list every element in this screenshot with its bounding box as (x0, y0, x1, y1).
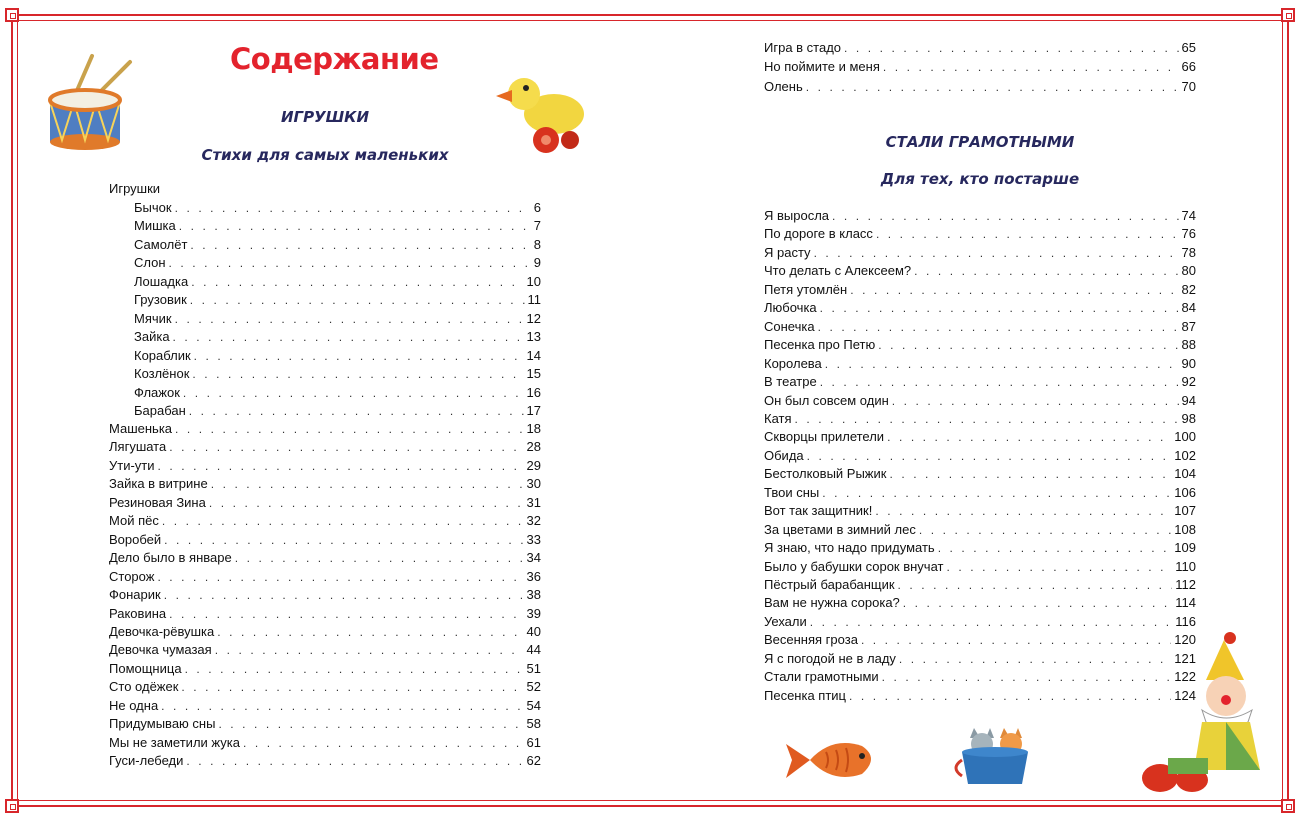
clown-illustration (1140, 630, 1280, 800)
toc-leader-dots (169, 605, 523, 623)
toc-leader-dots (175, 199, 531, 217)
toc-leader-dots (162, 512, 524, 530)
toc-entry-page: 98 (1181, 410, 1196, 426)
toc-entry-page: 104 (1174, 466, 1196, 482)
toc-entry-title: Придумываю сны (109, 716, 216, 732)
toc-entry-title: Пёстрый барабанщик (764, 577, 895, 592)
toc-entry[interactable] (134, 384, 541, 402)
toc-entry[interactable] (764, 281, 1196, 299)
toc-leader-dots (820, 373, 1179, 391)
toc-entry-page: 51 (526, 660, 541, 676)
frame-corner-ornament (1281, 8, 1295, 22)
toc-leader-dots (164, 586, 524, 604)
toc-entry[interactable] (764, 207, 1196, 225)
toc-entry-title: Мы не заметили жука (109, 734, 240, 750)
toc-leader-dots (181, 678, 523, 696)
toc-leader-dots (211, 475, 524, 493)
toc-entry[interactable] (764, 78, 1196, 96)
toc-entry[interactable] (109, 752, 541, 770)
toc-entry-title: Самолёт (134, 236, 188, 252)
toc-entry[interactable] (764, 225, 1196, 243)
toc-leader-dots (179, 217, 531, 235)
toc-entry[interactable] (764, 299, 1196, 317)
toc-entry-page: 66 (1181, 59, 1196, 75)
toc-entry[interactable] (764, 465, 1196, 483)
toc-entry[interactable] (109, 494, 541, 512)
toc-entry-title: Песенка птиц (764, 687, 846, 703)
frame-corner-ornament (5, 8, 19, 22)
toc-leader-dots (217, 623, 523, 641)
toc-entry[interactable] (109, 420, 541, 438)
toc-entry[interactable] (109, 697, 541, 715)
toc-leader-dots (850, 281, 1178, 299)
toc-entry-page: 12 (526, 310, 541, 326)
toc-entry-title: Игра в стадо (764, 40, 842, 55)
page-title: Содержание (230, 42, 439, 76)
toc-entry-page: 87 (1181, 318, 1196, 334)
toc-entry-title: Раковина (109, 605, 167, 621)
toc-entry-page: 107 (1174, 503, 1196, 519)
toc-entry[interactable] (764, 484, 1196, 502)
toc-entry[interactable] (109, 549, 541, 567)
toc-entry[interactable] (764, 687, 1196, 705)
toc-entry-title: Грузовик (134, 292, 187, 308)
toc-entry[interactable] (109, 531, 541, 549)
toc-entry-title: Не одна (109, 697, 159, 713)
toc-entry-title: Ути-ути (109, 457, 155, 473)
toc-entry-title: Девочка чумазая (109, 642, 212, 658)
toc-entry[interactable] (134, 402, 541, 420)
toc-leader-dots (169, 254, 531, 272)
toc-entry-title: Бычок (134, 200, 172, 215)
toc-entry[interactable] (109, 457, 541, 475)
toc-entry-title: Что делать с Алексеем? (764, 263, 912, 279)
toc-entry-page: 6 (533, 200, 541, 215)
toc-leader-dots (190, 291, 525, 309)
toc-entry[interactable] (764, 58, 1196, 76)
toc-entry-page: 39 (526, 605, 541, 621)
toc-leader-dots (215, 641, 524, 659)
toc-leader-dots (832, 207, 1179, 225)
toc-entry-page: 58 (526, 716, 541, 732)
toy-fish-illustration (782, 734, 880, 786)
toc-entry[interactable] (134, 273, 541, 291)
toc-entry-page: 14 (526, 347, 541, 363)
toc-leader-dots (861, 631, 1171, 649)
toc-leader-dots (946, 558, 1172, 576)
toc-entry[interactable] (764, 650, 1196, 668)
toc-entry[interactable] (764, 576, 1196, 594)
toc-entry-page: 76 (1181, 226, 1196, 242)
toc-entry-page: 112 (1175, 577, 1196, 592)
toc-entry-page: 9 (533, 255, 541, 271)
toc-entry[interactable] (109, 678, 541, 696)
toc-leader-dots (191, 273, 523, 291)
toc-entry[interactable] (764, 39, 1196, 57)
toc-entry[interactable] (109, 623, 541, 641)
toc-entry[interactable] (134, 254, 541, 272)
toc-leader-dots (807, 447, 1172, 465)
toc-entry-page: 121 (1174, 650, 1196, 666)
toc-leader-dots (898, 576, 1173, 594)
toc-entry-title: Сто одёжек (109, 679, 179, 695)
toc-entry-title: Зайка (134, 329, 170, 345)
toc-entry[interactable] (134, 347, 541, 365)
toc-entry[interactable] (109, 734, 541, 752)
toc-entry-title: Катя (764, 410, 792, 426)
toc-entry-page: 17 (526, 402, 541, 418)
toc-leader-dots (903, 594, 1172, 612)
toc-leader-dots (919, 521, 1171, 539)
toc-entry-title: Слон (134, 255, 166, 271)
toc-entry-page: 114 (1175, 595, 1196, 611)
toc-leader-dots (175, 310, 524, 328)
toc-entry-title: Было у бабушки сорок внучат (764, 558, 944, 574)
toc-entry[interactable] (109, 512, 541, 530)
toc-entry-page: 106 (1174, 484, 1196, 500)
toc-entry-title: В театре (764, 374, 817, 390)
toc-entry-page: 8 (533, 236, 541, 252)
toc-entry-page: 61 (526, 734, 541, 750)
toc-entry-page: 100 (1174, 429, 1196, 445)
left-section-subtitle: Стихи для самых маленьких (201, 146, 449, 164)
toc-entry[interactable] (109, 660, 541, 678)
toc-leader-dots (875, 502, 1171, 520)
toc-entry[interactable] (134, 199, 541, 217)
toc-entry-title: Вот так защитник! (764, 503, 873, 519)
toc-entry-title: Мишка (134, 218, 176, 234)
toc-entry[interactable] (134, 236, 541, 254)
toc-leader-dots (157, 568, 523, 586)
toc-entry[interactable] (109, 438, 541, 456)
toc-entry-title: Девочка-рёвушка (109, 623, 215, 639)
toc-leader-dots (818, 318, 1179, 336)
toc-entry-title: Вам не нужна сорока? (764, 595, 900, 611)
toc-entry-title: Резиновая Зина (109, 494, 206, 510)
toc-leader-dots (883, 58, 1179, 76)
toc-entry[interactable] (764, 244, 1196, 262)
toc-group-heading: Игрушки (109, 181, 161, 196)
toc-entry[interactable] (764, 521, 1196, 539)
toc-entry[interactable] (134, 217, 541, 235)
toc-entry-page: 120 (1174, 632, 1196, 648)
toc-entry[interactable] (109, 605, 541, 623)
toc-entry-title: Помощница (109, 660, 182, 676)
toc-entry-page: 78 (1181, 244, 1196, 260)
toc-entry[interactable] (134, 365, 541, 383)
toc-entry-page: 40 (526, 623, 541, 639)
toc-leader-dots (889, 465, 1171, 483)
toc-entry-page: 13 (526, 329, 541, 345)
toc-entry-title: Я расту (764, 244, 811, 260)
toc-entry-page: 18 (526, 421, 541, 436)
toc-entry[interactable] (109, 586, 541, 604)
toc-entry-title: Скворцы прилетели (764, 429, 885, 445)
toc-entry-page: 84 (1181, 300, 1196, 316)
toc-entry-page: 38 (526, 587, 541, 603)
toc-entry[interactable] (109, 568, 541, 586)
toc-entry[interactable] (764, 262, 1196, 280)
toc-entry-page: 92 (1181, 374, 1196, 390)
toc-entry-page: 90 (1181, 355, 1196, 371)
toc-entry-page: 54 (526, 697, 541, 713)
toc-entry[interactable] (764, 594, 1196, 612)
toc-entry-title: Воробей (109, 531, 162, 547)
toc-leader-dots (209, 494, 524, 512)
toc-entry-title: Твои сны (764, 484, 820, 500)
toc-entry[interactable] (764, 318, 1196, 336)
toc-leader-dots (820, 299, 1179, 317)
toc-entry-page: 15 (526, 366, 541, 382)
toc-leader-dots (938, 539, 1172, 557)
toc-leader-dots (190, 236, 530, 254)
toc-leader-dots (876, 225, 1179, 243)
toc-entry-title: Он был совсем один (764, 392, 889, 408)
toc-leader-dots (189, 402, 524, 420)
toc-entry[interactable] (764, 502, 1196, 520)
toc-entry-title: Песенка про Петю (764, 337, 876, 353)
toc-entry-page: 70 (1181, 78, 1196, 94)
toc-leader-dots (161, 697, 523, 715)
toc-entry-title: Бестолковый Рыжик (764, 466, 887, 482)
toc-entry-page: 34 (526, 550, 541, 566)
toc-entry-title: Уехали (764, 613, 807, 629)
frame-corner-ornament (5, 799, 19, 813)
toc-entry-page: 29 (526, 457, 541, 473)
toc-entry-title: Обида (764, 447, 804, 463)
toc-entry-page: 82 (1181, 281, 1196, 297)
toc-leader-dots (887, 428, 1171, 446)
toc-entry-title: Я выросла (764, 208, 830, 223)
toc-entry-page: 65 (1181, 40, 1196, 55)
toc-entry[interactable] (134, 291, 541, 309)
toc-leader-dots (164, 531, 523, 549)
toc-leader-dots (185, 660, 524, 678)
toc-entry[interactable] (764, 428, 1196, 446)
left-section-title: ИГРУШКИ (280, 108, 369, 126)
toc-entry-title: Козлёнок (134, 366, 190, 382)
toc-entry[interactable] (764, 539, 1196, 557)
toc-entry-page: 116 (1175, 613, 1196, 629)
toc-entry-title: Флажок (134, 384, 180, 400)
toc-entry-page: 94 (1181, 392, 1196, 408)
toc-leader-dots (825, 355, 1179, 373)
toc-entry-title: Любочка (764, 300, 817, 316)
toc-entry-title: Петя утомлён (764, 281, 848, 297)
toc-entry[interactable] (764, 558, 1196, 576)
toc-leader-dots (235, 549, 524, 567)
toc-entry-title: Королева (764, 355, 822, 371)
toc-entry-title: Мой пёс (109, 513, 159, 529)
toc-entry-title: Я знаю, что надо придумать (764, 540, 935, 556)
toc-leader-dots (878, 336, 1178, 354)
toc-leader-dots (175, 420, 524, 438)
toc-entry-page: 7 (533, 218, 541, 234)
right-section-title: СТАЛИ ГРАМОТНЫМИ (885, 133, 1075, 151)
toc-leader-dots (169, 438, 523, 456)
toc-entry-title: Барабан (134, 402, 186, 418)
toc-entry-title: Стали грамотными (764, 669, 879, 685)
toc-entry-title: Олень (764, 78, 803, 94)
toc-leader-dots (173, 328, 524, 346)
toc-leader-dots (892, 392, 1179, 410)
toc-entry-page: 110 (1175, 558, 1196, 574)
toc-entry-title: Зайка в витрине (109, 476, 208, 492)
toc-entry-title: Мячик (134, 310, 172, 326)
toc-entry[interactable] (109, 715, 541, 733)
toc-leader-dots (914, 262, 1178, 280)
toc-entry-page: 10 (526, 273, 541, 289)
toc-entry-title: Я с погодой не в ладу (764, 650, 896, 666)
toc-entry-title: Лягушата (109, 439, 167, 455)
toc-entry-title: Весенняя гроза (764, 632, 858, 648)
toc-leader-dots (194, 347, 524, 365)
toc-entry-page: 11 (527, 292, 541, 308)
toc-leader-dots (795, 410, 1179, 428)
toc-entry[interactable] (764, 355, 1196, 373)
toc-leader-dots (183, 384, 524, 402)
toc-entry-page: 80 (1181, 263, 1196, 279)
toc-leader-dots (186, 752, 523, 770)
toc-entry-page: 44 (526, 642, 541, 658)
toc-entry-page: 52 (526, 679, 541, 695)
toc-entry[interactable] (764, 336, 1196, 354)
toc-entry[interactable] (764, 613, 1196, 631)
toc-entry-title: Но поймите и меня (764, 59, 880, 75)
toc-leader-dots (899, 650, 1171, 668)
toc-entry-title: Кораблик (134, 347, 191, 363)
toc-entry-title: Фонарик (109, 587, 161, 603)
toc-leader-dots (192, 365, 523, 383)
toc-entry[interactable] (764, 410, 1196, 428)
toc-leader-dots (218, 715, 523, 733)
toc-entry-page: 122 (1174, 669, 1196, 685)
toc-entry[interactable] (764, 447, 1196, 465)
toc-leader-dots (806, 78, 1179, 96)
toc-leader-dots (814, 244, 1179, 262)
toc-leader-dots (822, 484, 1171, 502)
toc-entry[interactable] (134, 310, 541, 328)
toc-entry[interactable] (764, 392, 1196, 410)
toc-entry-page: 102 (1174, 447, 1196, 463)
toc-entry-title: За цветами в зимний лес (764, 521, 916, 537)
toc-entry[interactable] (764, 373, 1196, 391)
toc-entry-page: 28 (526, 439, 541, 455)
cats-in-basket-illustration (948, 726, 1032, 786)
toc-entry-page: 108 (1174, 521, 1196, 537)
toc-entry-page: 124 (1174, 687, 1196, 703)
toc-entry-page: 31 (526, 494, 541, 510)
toc-entry[interactable] (764, 668, 1196, 686)
toc-entry[interactable] (134, 328, 541, 346)
right-section-subtitle: Для тех, кто постарше (880, 170, 1080, 188)
toy-duck-illustration (494, 70, 590, 156)
toc-entry[interactable] (109, 641, 541, 659)
toc-entry-page: 32 (526, 513, 541, 529)
toc-entry-page: 88 (1181, 337, 1196, 353)
toc-entry-page: 62 (526, 753, 541, 769)
toc-entry-title: Лошадка (134, 273, 189, 289)
toc-entry-title: Сторож (109, 568, 155, 584)
toc-entry-title: По дороге в класс (764, 226, 873, 242)
toc-leader-dots (849, 687, 1171, 705)
toc-leader-dots (844, 39, 1179, 57)
toc-entry-page: 30 (526, 476, 541, 492)
toc-leader-dots (243, 734, 524, 752)
toc-entry-title: Дело было в январе (109, 550, 232, 566)
toc-entry-page: 33 (526, 531, 541, 547)
toc-leader-dots (810, 613, 1173, 631)
toc-leader-dots (882, 668, 1172, 686)
toc-entry[interactable] (764, 631, 1196, 649)
toc-entry-title: Машенька (109, 421, 173, 436)
toc-entry-page: 16 (526, 384, 541, 400)
toc-entry-page: 74 (1181, 208, 1196, 223)
frame-corner-ornament (1281, 799, 1295, 813)
toc-leader-dots (158, 457, 524, 475)
toc-entry[interactable] (109, 475, 541, 493)
toc-entry-page: 36 (526, 568, 541, 584)
toc-entry-page: 109 (1174, 540, 1196, 556)
drum-illustration (44, 52, 134, 154)
toc-entry-title: Сонечка (764, 318, 815, 334)
toc-entry-title: Гуси-лебеди (109, 753, 184, 769)
